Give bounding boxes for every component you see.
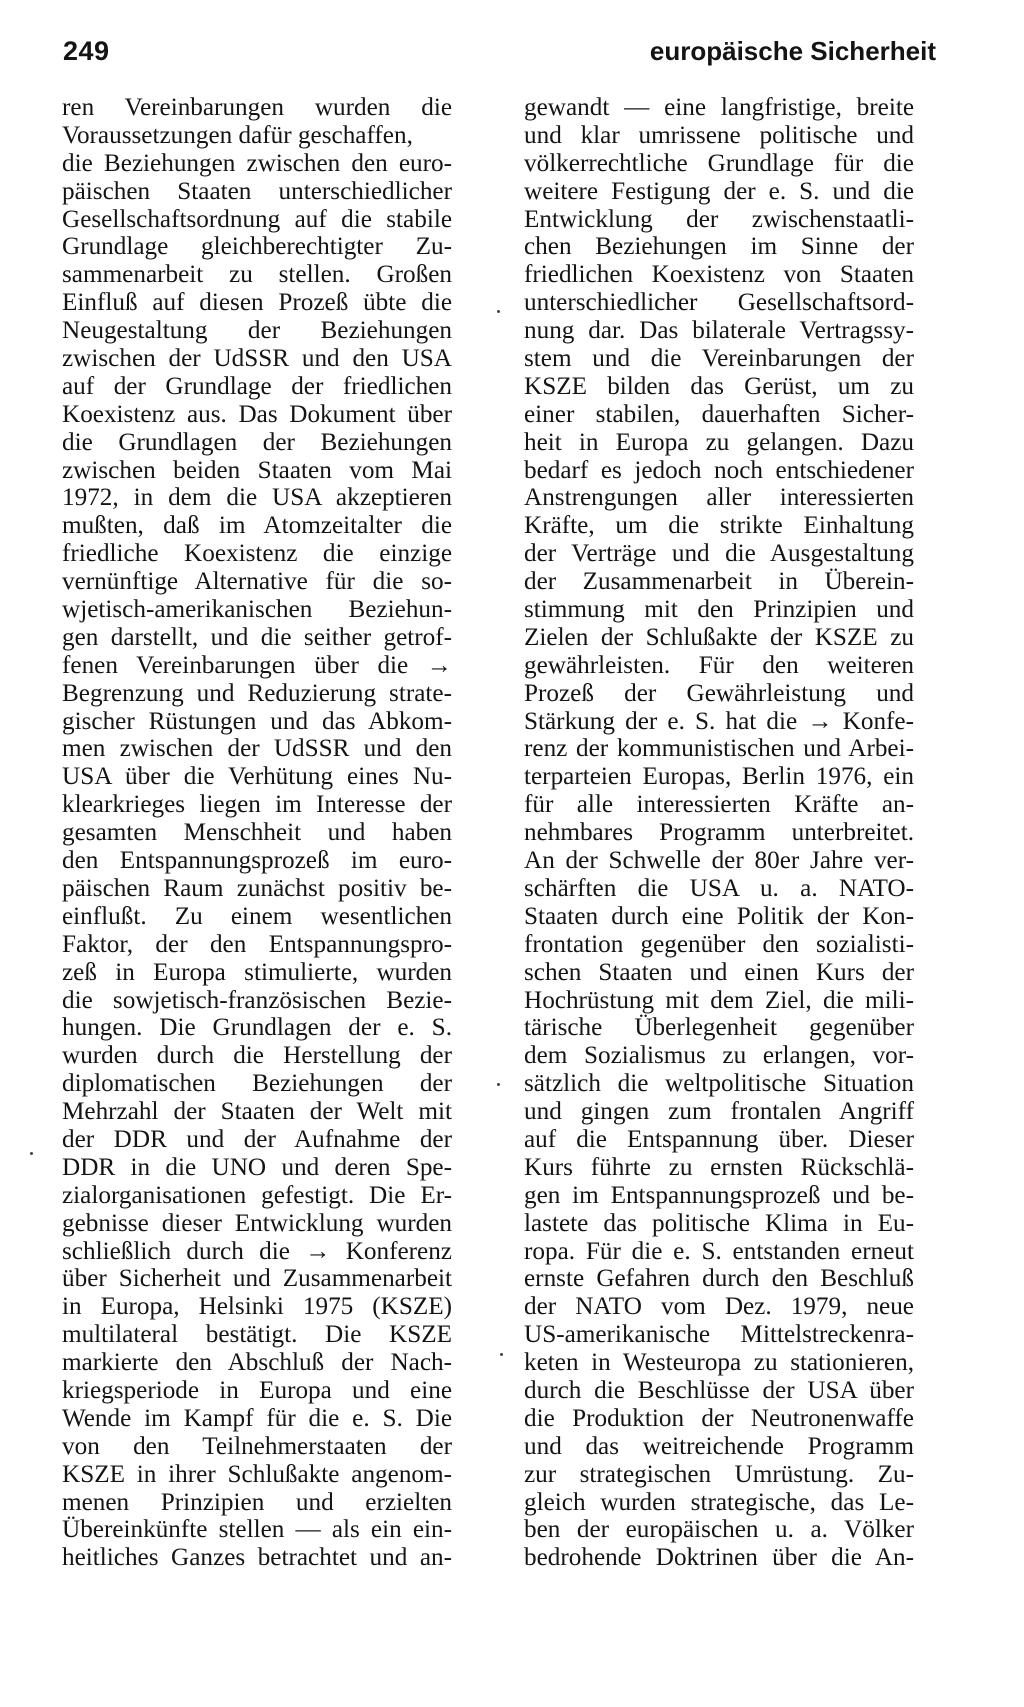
- text-line: [62, 401, 452, 429]
- text-span: sätzlich die weltpolitische Situation: [524, 1070, 914, 1098]
- text-span: dem Sozialismus zu erlangen, vor-: [524, 1042, 914, 1070]
- text-line: [524, 680, 914, 708]
- text-line: [62, 1349, 452, 1377]
- text-line: [62, 959, 452, 987]
- text-span: gebnisse dieser Entwicklung wurden: [62, 1209, 452, 1237]
- text-line: [524, 931, 914, 959]
- text-span: fenen Vereinbarungen über die →: [62, 651, 452, 679]
- text-line: [524, 512, 914, 540]
- text-span: ropa. Für die e. S. entstanden erneut: [524, 1237, 914, 1265]
- text-span: die sowjetisch-französischen Bezie-: [62, 986, 452, 1014]
- print-speck: [497, 310, 500, 313]
- text-span: Voraussetzungen dafür geschaffen,: [62, 121, 413, 149]
- text-line: [524, 429, 914, 457]
- text-line: [62, 1321, 452, 1349]
- text-line: [524, 345, 914, 373]
- text-line: [62, 596, 452, 624]
- text-line: [62, 429, 452, 457]
- text-span: Anstrengungen aller interessierten: [524, 484, 914, 512]
- text-line: [62, 931, 452, 959]
- text-span: Kurs führte zu ernsten Rückschlä-: [524, 1153, 914, 1181]
- print-speck: [500, 1353, 503, 1356]
- text-line: [62, 1489, 452, 1517]
- text-span: nung dar. Das bilaterale Vertragssy-: [524, 317, 914, 345]
- text-span: für alle interessierten Kräfte an-: [524, 791, 914, 819]
- text-line: [62, 1238, 452, 1266]
- text-line: [524, 1238, 914, 1266]
- text-line: [62, 1210, 452, 1238]
- text-span: nehmbares Programm unterbreitet.: [524, 819, 914, 847]
- text-line: [524, 94, 914, 122]
- text-line: [62, 1461, 452, 1489]
- text-line: [62, 373, 452, 401]
- text-span: 1972, in dem die USA akzeptieren: [62, 484, 452, 512]
- text-line: [62, 178, 452, 206]
- right-text-column: [524, 94, 914, 1572]
- text-line: [62, 1182, 452, 1210]
- text-span: ren Vereinbarungen wurden die: [62, 94, 452, 121]
- text-span: zialorganisationen gefestigt. Die Er-: [62, 1181, 452, 1209]
- text-line: [62, 289, 452, 317]
- text-line: [62, 1265, 452, 1293]
- text-span: wurden durch die Herstellung der: [62, 1042, 452, 1070]
- text-span: Faktor, der den Entspannungspro-: [62, 930, 452, 958]
- text-line: [524, 1265, 914, 1293]
- text-line: [62, 317, 452, 345]
- text-span: schließlich durch die →: [62, 1237, 346, 1265]
- text-line: [524, 1489, 914, 1517]
- text-line: [524, 1516, 914, 1544]
- text-span: einflußt. Zu einem wesentlichen: [62, 902, 452, 930]
- text-span: die Grundlagen der Beziehungen: [62, 428, 452, 456]
- text-span: keten in Westeuropa zu stationieren,: [524, 1349, 914, 1377]
- text-line: [524, 150, 914, 178]
- text-span: stimmung mit den Prinzipien und: [524, 596, 914, 624]
- text-span: renz der kommunistischen und Arbei-: [524, 735, 914, 763]
- text-line: [62, 94, 452, 122]
- text-line: [524, 568, 914, 596]
- text-line: [62, 122, 452, 150]
- text-span: mußten, daß im Atomzeitalter die: [62, 512, 452, 540]
- text-span: sammenarbeit zu stellen. Großen: [62, 261, 452, 289]
- text-span: gischer Rüstungen: [62, 707, 257, 735]
- text-line: [62, 568, 452, 596]
- text-span: Entwicklung der zwischenstaatli-: [524, 205, 914, 233]
- text-span: KSZE in ihrer Schlußakte angenom-: [62, 1460, 452, 1488]
- text-span: An der Schwelle der 80er Jahre ver-: [524, 847, 914, 875]
- text-line: [524, 1154, 914, 1182]
- text-span: Prozeß der Gewährleistung und: [524, 679, 914, 707]
- text-line: [524, 708, 914, 736]
- text-span: chen Beziehungen im Sinne der: [524, 233, 914, 261]
- text-span: multilateral bestätigt. Die KSZE: [62, 1321, 452, 1349]
- text-line: [524, 819, 914, 847]
- text-line: [62, 1014, 452, 1042]
- text-line: [62, 540, 452, 568]
- text-span: der Verträge und die Ausgestaltung: [524, 540, 914, 568]
- text-span: Begrenzung und Reduzierung strate-: [62, 679, 452, 707]
- running-head: europäische Sicherheit: [649, 36, 936, 66]
- text-span: Zielen der Schlußakte der KSZE zu: [524, 623, 914, 651]
- text-line: [62, 233, 452, 261]
- text-span: der Zusammenarbeit in Überein-: [524, 568, 914, 596]
- text-span: bedarf es jedoch noch entschiedener: [524, 456, 914, 484]
- text-span: und klar umrissene politische und: [524, 121, 914, 149]
- text-span: durch die Beschlüsse der USA über: [524, 1376, 914, 1404]
- text-line: [524, 847, 914, 875]
- text-line: [62, 345, 452, 373]
- text-span: frontation gegenüber den sozialisti-: [524, 930, 914, 958]
- text-line: [62, 708, 452, 736]
- text-span: tärische Überlegenheit gegenüber: [524, 1014, 914, 1042]
- text-span: schen Staaten und einen Kurs der: [524, 958, 914, 986]
- text-line: [62, 1544, 452, 1572]
- text-line: [524, 1210, 914, 1238]
- text-span: hungen. Die Grundlagen der e. S.: [62, 1014, 452, 1042]
- text-span: vernünftige Alternative für die so-: [62, 568, 452, 596]
- text-line: [62, 1377, 452, 1405]
- text-span: gleich wurden strategische, das Le-: [524, 1488, 914, 1516]
- text-line: [524, 1349, 914, 1377]
- text-line: [524, 596, 914, 624]
- text-span: KSZE bilden das Gerüst, um zu: [524, 372, 914, 400]
- text-line: [524, 1405, 914, 1433]
- text-line: [62, 1098, 452, 1126]
- print-speck: [30, 1152, 33, 1155]
- text-line: [62, 1154, 452, 1182]
- text-span: ein: [872, 763, 914, 791]
- text-span: gen im Entspannungsprozeß und be-: [524, 1181, 914, 1209]
- page-number: 249: [63, 36, 110, 66]
- text-span: zwischen der UdSSR und den USA: [62, 345, 452, 373]
- text-span: von den Teilnehmerstaaten der: [62, 1432, 452, 1460]
- text-span: stem und die Vereinbarungen der: [524, 345, 914, 373]
- text-span: ben der europäischen u. a. Völker: [524, 1516, 914, 1544]
- text-line: [62, 206, 452, 234]
- text-line: [524, 1461, 914, 1489]
- text-line: [62, 150, 452, 178]
- text-line: [524, 317, 914, 345]
- text-line: [524, 987, 914, 1015]
- text-line: [524, 735, 914, 763]
- text-span: zur strategischen Umrüstung. Zu-: [524, 1460, 914, 1488]
- text-span: Kräfte, um die strikte Einhaltung: [524, 512, 914, 540]
- text-line: [524, 875, 914, 903]
- text-span: Übereinkünfte stellen — als ein ein-: [62, 1516, 452, 1544]
- text-span: men zwischen der UdSSR und den: [62, 735, 452, 763]
- text-span: diplomatischen Beziehungen der: [62, 1070, 452, 1098]
- text-line: [62, 624, 452, 652]
- text-span: der NATO vom Dez. 1979, neue: [524, 1293, 914, 1321]
- text-line: [524, 903, 914, 931]
- text-span: gewährleisten. Für den weiteren: [524, 651, 914, 679]
- text-line: [62, 652, 452, 680]
- text-span: heitliches Ganzes betrachtet und an-: [62, 1544, 452, 1572]
- text-line: [62, 763, 452, 791]
- text-span: markierte den Abschluß der Nach-: [62, 1349, 452, 1377]
- text-span: schärften die USA u. a. NATO-: [524, 874, 914, 902]
- text-span: USA über die Verhütung eines Nu-: [62, 763, 452, 791]
- text-span: bedrohende Doktrinen über die An-: [524, 1544, 914, 1572]
- text-line: [524, 1377, 914, 1405]
- text-span: Neugestaltung der Beziehungen: [62, 317, 452, 345]
- text-line: [62, 261, 452, 289]
- text-line: [524, 791, 914, 819]
- text-line: [524, 1182, 914, 1210]
- text-line: [62, 847, 452, 875]
- text-line: [524, 457, 914, 485]
- text-span: Gesellschaftsordnung auf die stabile: [62, 205, 452, 233]
- text-span: päischen Raum zunächst positiv be-: [62, 874, 452, 902]
- text-line: [62, 903, 452, 931]
- text-line: [524, 959, 914, 987]
- text-span: kriegsperiode in Europa und eine: [62, 1376, 452, 1404]
- text-span: terparteien Europas, Berlin 1976,: [524, 763, 873, 791]
- text-line: [62, 1433, 452, 1461]
- text-span: auf der Grundlage der friedlichen: [62, 372, 452, 400]
- text-line: [524, 1321, 914, 1349]
- text-span: und gingen zum frontalen Angriff: [524, 1098, 914, 1126]
- text-line: [524, 206, 914, 234]
- text-line: [62, 875, 452, 903]
- text-line: [524, 763, 914, 791]
- text-span: DDR in die UNO und deren Spe-: [62, 1153, 452, 1181]
- text-line: [524, 540, 914, 568]
- text-line: [524, 178, 914, 206]
- text-line: [62, 1405, 452, 1433]
- text-line: [524, 261, 914, 289]
- text-span: friedliche Koexistenz die einzige: [62, 540, 452, 568]
- text-span: lastete das politische Klima in Eu-: [524, 1209, 914, 1237]
- text-line: [62, 1516, 452, 1544]
- text-span: friedlichen Koexistenz von Staaten: [524, 261, 914, 289]
- text-line: [62, 484, 452, 512]
- text-line: [62, 735, 452, 763]
- text-span: menen Prinzipien und erzielten: [62, 1488, 452, 1516]
- text-span: Koexistenz aus. Das Dokument über: [62, 400, 452, 428]
- text-line: [62, 819, 452, 847]
- text-span: wjetisch-amerikanischen Beziehun-: [62, 596, 452, 624]
- text-span: ernste Gefahren durch den Beschluß: [524, 1265, 914, 1293]
- text-span: klearkrieges liegen im Interesse der: [62, 791, 452, 819]
- text-span: Wende im Kampf für die e. S. Die: [62, 1404, 452, 1432]
- text-line: [524, 624, 914, 652]
- text-line: [62, 512, 452, 540]
- print-speck: [497, 1083, 500, 1086]
- text-line: [524, 401, 914, 429]
- text-line: [524, 1042, 914, 1070]
- text-span: einer stabilen, dauerhaften Sicher-: [524, 400, 914, 428]
- text-span: den Entspannungsprozeß im euro-: [62, 847, 452, 875]
- text-span: Hochrüstung mit dem Ziel, die mili-: [524, 986, 914, 1014]
- text-span: der DDR und der Aufnahme der: [62, 1125, 452, 1153]
- text-span: zwischen beiden Staaten vom Mai: [62, 456, 452, 484]
- text-span: und das weitreichende Programm: [524, 1432, 914, 1460]
- text-line: [62, 680, 452, 708]
- text-line: [524, 233, 914, 261]
- text-line: [524, 1293, 914, 1321]
- text-line: [62, 1293, 452, 1321]
- text-span: die Produktion der Neutronenwaffe: [524, 1404, 914, 1432]
- text-line: [524, 1126, 914, 1154]
- text-span: gesamten Menschheit und haben: [62, 819, 452, 847]
- text-span: weitere Festigung der e. S. und die: [524, 177, 914, 205]
- text-span: Mehrzahl der Staaten der Welt mit: [62, 1098, 452, 1126]
- text-span: unterschiedlicher Gesellschaftsord-: [524, 289, 914, 317]
- text-span: und das Abkom-: [256, 707, 453, 735]
- text-span: heit in Europa zu gelangen. Dazu: [524, 428, 914, 456]
- text-line: [62, 1126, 452, 1154]
- text-line: [524, 289, 914, 317]
- text-line: [524, 1014, 914, 1042]
- text-span: zeß in Europa stimulierte, wurden: [62, 958, 452, 986]
- text-span: Konferenz: [345, 1237, 452, 1265]
- text-span: Stärkung der e. S. hat die →: [524, 707, 843, 735]
- text-span: die Beziehungen zwischen den euro-: [62, 149, 452, 177]
- text-line: [524, 1544, 914, 1572]
- text-line: [62, 987, 452, 1015]
- text-line: [524, 652, 914, 680]
- text-span: gewandt — eine langfristige, breite: [524, 94, 914, 121]
- text-line: [62, 457, 452, 485]
- text-span: Staaten durch eine Politik der Kon-: [524, 902, 914, 930]
- text-span: auf die Entspannung über. Dieser: [524, 1125, 914, 1153]
- text-line: [62, 791, 452, 819]
- text-span: völkerrechtliche Grundlage für die: [524, 149, 914, 177]
- text-line: [524, 373, 914, 401]
- text-span: Konfe-: [842, 707, 914, 735]
- text-line: [524, 484, 914, 512]
- text-line: [62, 1042, 452, 1070]
- text-line: [524, 1070, 914, 1098]
- text-span: über Sicherheit und Zusammenarbeit: [62, 1265, 452, 1293]
- text-span: (KSZE): [353, 1293, 452, 1321]
- text-line: [62, 1070, 452, 1098]
- text-line: [524, 1098, 914, 1126]
- text-span: gen darstellt, und die seither getrof-: [62, 623, 452, 651]
- text-line: [524, 1433, 914, 1461]
- text-span: Grundlage gleichberechtigter Zu-: [62, 233, 452, 261]
- text-span: in Europa, Helsinki 1975: [62, 1293, 354, 1321]
- text-span: US-amerikanische Mittelstreckenra-: [524, 1321, 914, 1349]
- text-span: päischen Staaten unterschiedlicher: [62, 177, 452, 205]
- text-span: Einfluß auf diesen Prozeß übte die: [62, 289, 452, 317]
- text-line: [524, 122, 914, 150]
- left-text-column: [62, 94, 452, 1572]
